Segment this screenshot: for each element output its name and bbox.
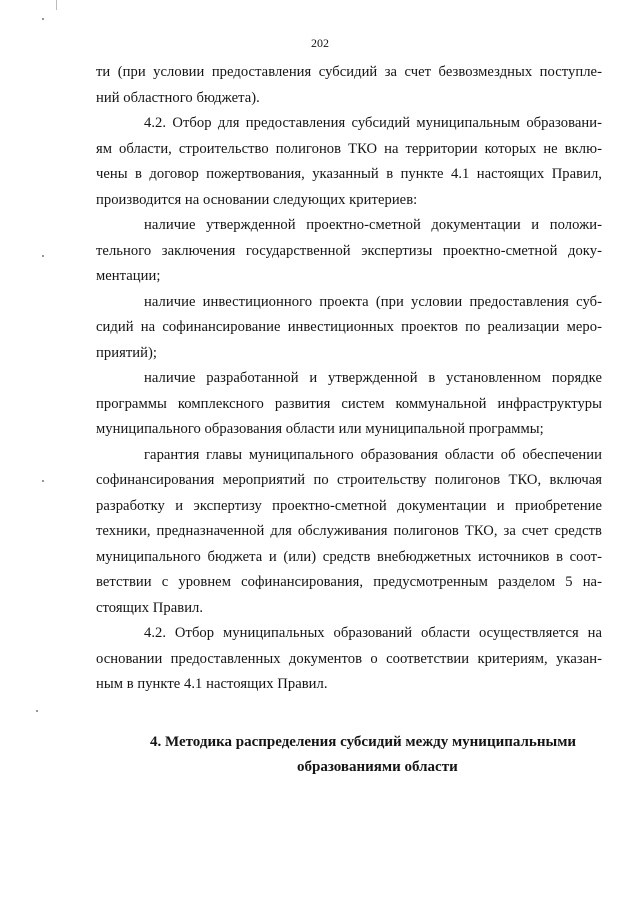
text-line: ти (при условии предоставления субсидий за счет безвозмездных поступле- [96, 64, 602, 80]
page-number: 202 [311, 36, 329, 50]
text-line: приятий); [96, 344, 157, 361]
text-line: тельного заключения государственной экспертизы проектно-сметной доку- [96, 242, 602, 259]
text-line: софинансирования мероприятий по строительству полигонов ТКО, включая [96, 472, 602, 488]
document-body [96, 60, 602, 698]
text-line: разработку и экспертизу проектно-сметной документации и приобретение [96, 497, 602, 514]
text-line: 4.2. Отбор муниципальных образований области осуществляется на [144, 625, 602, 641]
text-line: стоящих Правил. [96, 599, 204, 616]
text-line: ям области, строительство полигонов ТКО на территории которых не вклю- [96, 140, 602, 157]
text-line: ным в пункте 4.1 настоящих Правил. [96, 676, 328, 692]
scan-speck [42, 480, 44, 482]
section-heading-line-1: 4. Методика распределения субсидий между муниципальными [150, 734, 577, 750]
section-heading-line-2: образованиями области [297, 759, 458, 775]
scan-edge-mark [56, 0, 57, 10]
text-line: наличие инвестиционного проекта (при условии предоставления суб- [144, 293, 602, 310]
text-line: наличие разработанной и утвержденной в установленном порядке [144, 370, 602, 386]
text-line: ветствии с уровнем софинансирования, предусмотренным разделом 5 на- [96, 574, 602, 590]
text-line: 4.2. Отбор для предоставления субсидий муниципальным образовани- [144, 115, 602, 131]
text-line: муниципального бюджета и (или) средств внебюджетных источников в соот- [96, 548, 602, 565]
text-line: основании предоставленных документов о соответствии критериям, указан- [96, 650, 602, 667]
text-line: производится на основании следующих критериев: [96, 191, 418, 208]
text-line: чены в договор пожертвования, указанный в пункте 4.1 настоящих Правил, [96, 166, 602, 182]
scan-speck [42, 18, 44, 20]
text-line: наличие утвержденной проектно-сметной документации и положи- [144, 217, 602, 233]
text-line: ний областного бюджета). [96, 89, 260, 106]
scan-speck [36, 710, 38, 712]
scan-speck [42, 255, 44, 257]
text-line: техники, предназначенной для обслуживания полигонов ТКО, за счет средств [96, 523, 602, 539]
text-line: муниципального образования области или муниципальной программы; [96, 421, 544, 437]
text-line: сидий на софинансирование инвестиционных проектов по реализации меро- [96, 319, 602, 335]
text-line: программы комплексного развития систем коммунальной инфраструктуры [96, 395, 602, 412]
text-line: гарантия главы муниципального образования области об обеспечении [144, 446, 602, 463]
text-line: ментации; [96, 268, 161, 284]
